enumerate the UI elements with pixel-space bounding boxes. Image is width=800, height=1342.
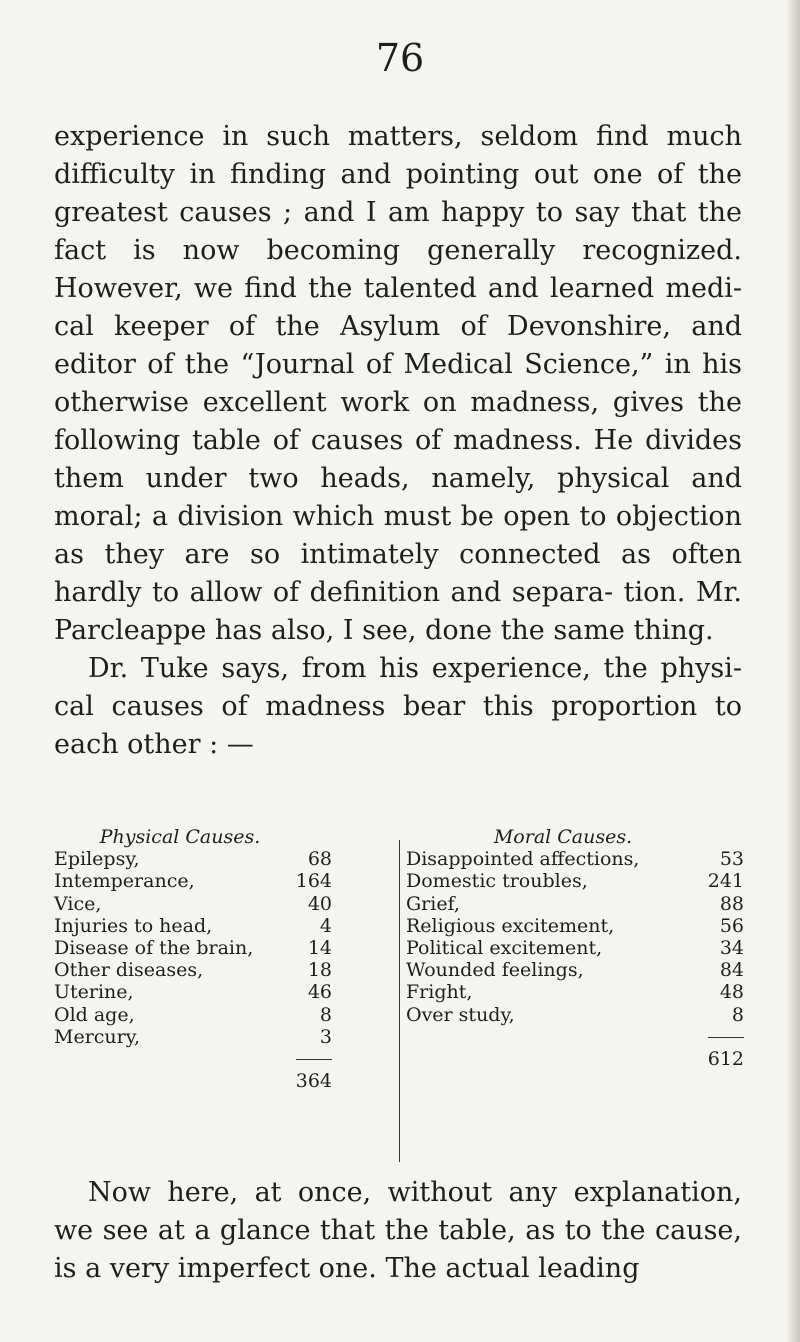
cause-label: Disease of the brain, (54, 937, 254, 960)
table-row (54, 848, 396, 870)
cause-count: 241 (707, 870, 744, 893)
cause-label: Other diseases, (54, 959, 204, 982)
table-row (400, 937, 756, 959)
cause-label: Mercury, (54, 1025, 140, 1048)
cause-count: 18 (307, 959, 332, 982)
cause-count: 84 (719, 959, 744, 982)
cause-label: Religious excitement, (406, 914, 615, 937)
cause-label: Disappointed affections, (406, 848, 640, 871)
page-edge-shadow (786, 0, 800, 1342)
physical-causes-heading: Physical Causes. (99, 826, 261, 848)
table-row (400, 848, 756, 870)
cause-count: 46 (307, 981, 332, 1004)
moral-causes-heading: Moral Causes. (493, 826, 633, 848)
table-row (54, 870, 396, 892)
cause-count: 40 (307, 892, 332, 915)
moral-total: 612 (707, 1047, 744, 1070)
cause-count: 68 (307, 848, 332, 871)
cause-count: 164 (295, 870, 332, 893)
table-row (400, 959, 756, 981)
cause-count: 34 (719, 937, 744, 960)
cause-label: Wounded feelings, (406, 959, 584, 982)
table-row (400, 870, 756, 892)
cause-label: Over study, (406, 1003, 515, 1026)
table-row (54, 937, 396, 959)
paragraph: Now here, at once, without any explanation, we see at a glance that the table, as to the cause, is a very imperfect one. The actual leading (54, 1177, 742, 1284)
cause-count: 48 (719, 981, 744, 1004)
cause-count: 88 (719, 892, 744, 915)
cause-label: Injuries to head, (54, 914, 213, 937)
body-text-bottom (54, 1174, 742, 1288)
sum-rule (708, 1037, 744, 1038)
physical-total: 364 (295, 1070, 332, 1093)
table-row (54, 959, 396, 981)
body-text-top (54, 118, 742, 764)
cause-count: 4 (319, 914, 332, 937)
table-row (400, 893, 756, 915)
cause-count: 3 (319, 1025, 332, 1048)
cause-label: Uterine, (54, 981, 134, 1004)
cause-label: Old age, (54, 1003, 135, 1026)
cause-count: 14 (307, 937, 332, 960)
paragraph: experience in such matters, seldom find much difficulty in finding and pointing out one of the greatest causes ; and I am happy to say that the fact is now becoming generally recognized. However, we find the talented and learned medi- cal keeper of the Asylum of Devonshire, and editor of the “Journal of Medical Science,” in his otherwise excellent work on madness, gives the following table of causes of madness. He divides them under two heads, namely, physical and moral; a division which must be open to objection as they are so intimately connected as often hardly to allow of definition and separa- tion. Mr. Parcleappe has also, I see, done the same thing. (54, 121, 742, 646)
cause-label: Vice, (54, 892, 102, 915)
sum-rule (296, 1059, 332, 1060)
cause-count: 56 (719, 914, 744, 937)
table-row (400, 915, 756, 937)
table-row (400, 1004, 756, 1026)
moral-causes-table (400, 826, 756, 1070)
cause-label: Fright, (406, 981, 473, 1004)
table-row (400, 981, 756, 1003)
table-row (54, 981, 396, 1003)
cause-label: Epilepsy, (54, 848, 140, 871)
cause-label: Political excitement, (406, 937, 603, 960)
table-row (54, 1026, 396, 1048)
physical-causes-table (54, 826, 396, 1092)
cause-label: Grief, (406, 892, 460, 915)
paragraph: Dr. Tuke says, from his experience, the physi- cal causes of madness bear this proportion to each other : — (54, 653, 742, 760)
cause-count: 8 (319, 1003, 332, 1026)
cause-label: Intemperance, (54, 870, 195, 893)
cause-count: 8 (731, 1003, 744, 1026)
table-row (54, 1004, 396, 1026)
table-row (54, 915, 396, 937)
cause-label: Domestic troubles, (406, 870, 588, 893)
table-row (54, 893, 396, 915)
causes-tables (54, 826, 754, 1166)
cause-count: 53 (719, 848, 744, 871)
page-number: 76 (375, 36, 425, 80)
